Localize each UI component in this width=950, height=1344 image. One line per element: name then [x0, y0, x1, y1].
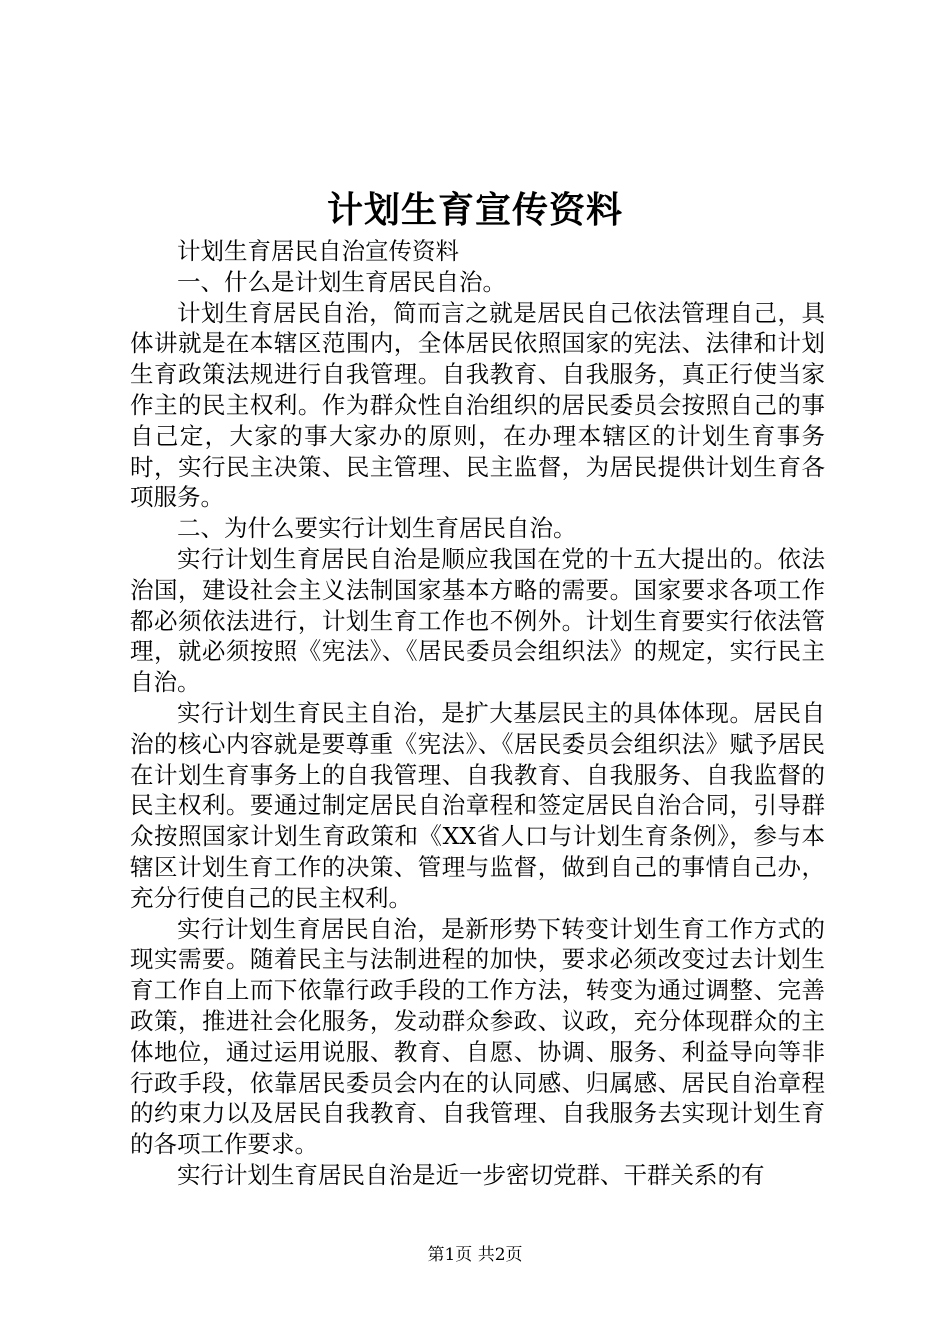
section-heading-1: 一、什么是计划生育居民自治。 — [177, 267, 506, 296]
paragraph: 实行计划生育居民自治，是新形势下转变计划生育工作方式的现实需要。随着民主与法制进程的加快，要求必须改变过去计划生育工作自上而下依靠行政手段的工作方法，转变为通过调整、完善政策，推进社会化服务，发动群众参政、议政，充分体现群众的主体地位，通过运用说服、教育、自愿、协调、服务、利益导向等非行政手段，依靠居民委员会内在的认同感、归属感、居民自治章程的约束力以及居民自我教育、自我管理、自我服务去实现计划生育的各项工作要求。 — [130, 914, 825, 1159]
paragraph: 实行计划生育居民自治是顺应我国在党的十五大提出的。依法治国，建设社会主义法制国家基本方略的需要。国家要求各项工作都必须依法进行，计划生育工作也不例外。计划生育要实行依法管理，就必须按照《宪法》、《居民委员会组织法》的规定，实行民主自治。 — [130, 544, 825, 697]
paragraph: 实行计划生育民主自治，是扩大基层民主的具体体现。居民自治的核心内容就是要尊重《宪法》、《居民委员会组织法》赋予居民在计划生育事务上的自我管理、自我教育、自我服务、自我监督的民主权利。要通过制定居民自治章程和签定居民自治合同，引导群众按照国家计划生育政策和《XX省人口与计划生育条例》，参与本辖区计划生育工作的决策、管理与监督，做到自己的事情自己办，充分行使自己的民主权利。 — [130, 698, 825, 912]
document-body — [130, 236, 825, 1191]
paragraph: 实行计划生育居民自治是近一步密切党群、干群关系的有 — [177, 1160, 765, 1189]
paragraph: 计划生育居民自治，简而言之就是居民自己依法管理自己，具体讲就是在本辖区范围内，全体居民依照国家的宪法、法律和计划生育政策法规进行自我管理。自我教育、自我服务，真正行使当家作主的民主权利。作为群众性自治组织的居民委员会按照自己的事自己定，大家的事大家办的原则，在办理本辖区的计划生育事务时，实行民主决策、民主管理、民主监督，为居民提供计划生育各项服务。 — [130, 298, 825, 512]
page-footer: 第1页 共2页 — [427, 1245, 523, 1265]
document-title: 计划生育宣传资料 — [326, 189, 623, 231]
section-heading-2: 二、为什么要实行计划生育居民自治。 — [177, 514, 577, 543]
document-subtitle: 计划生育居民自治宣传资料 — [177, 237, 459, 265]
